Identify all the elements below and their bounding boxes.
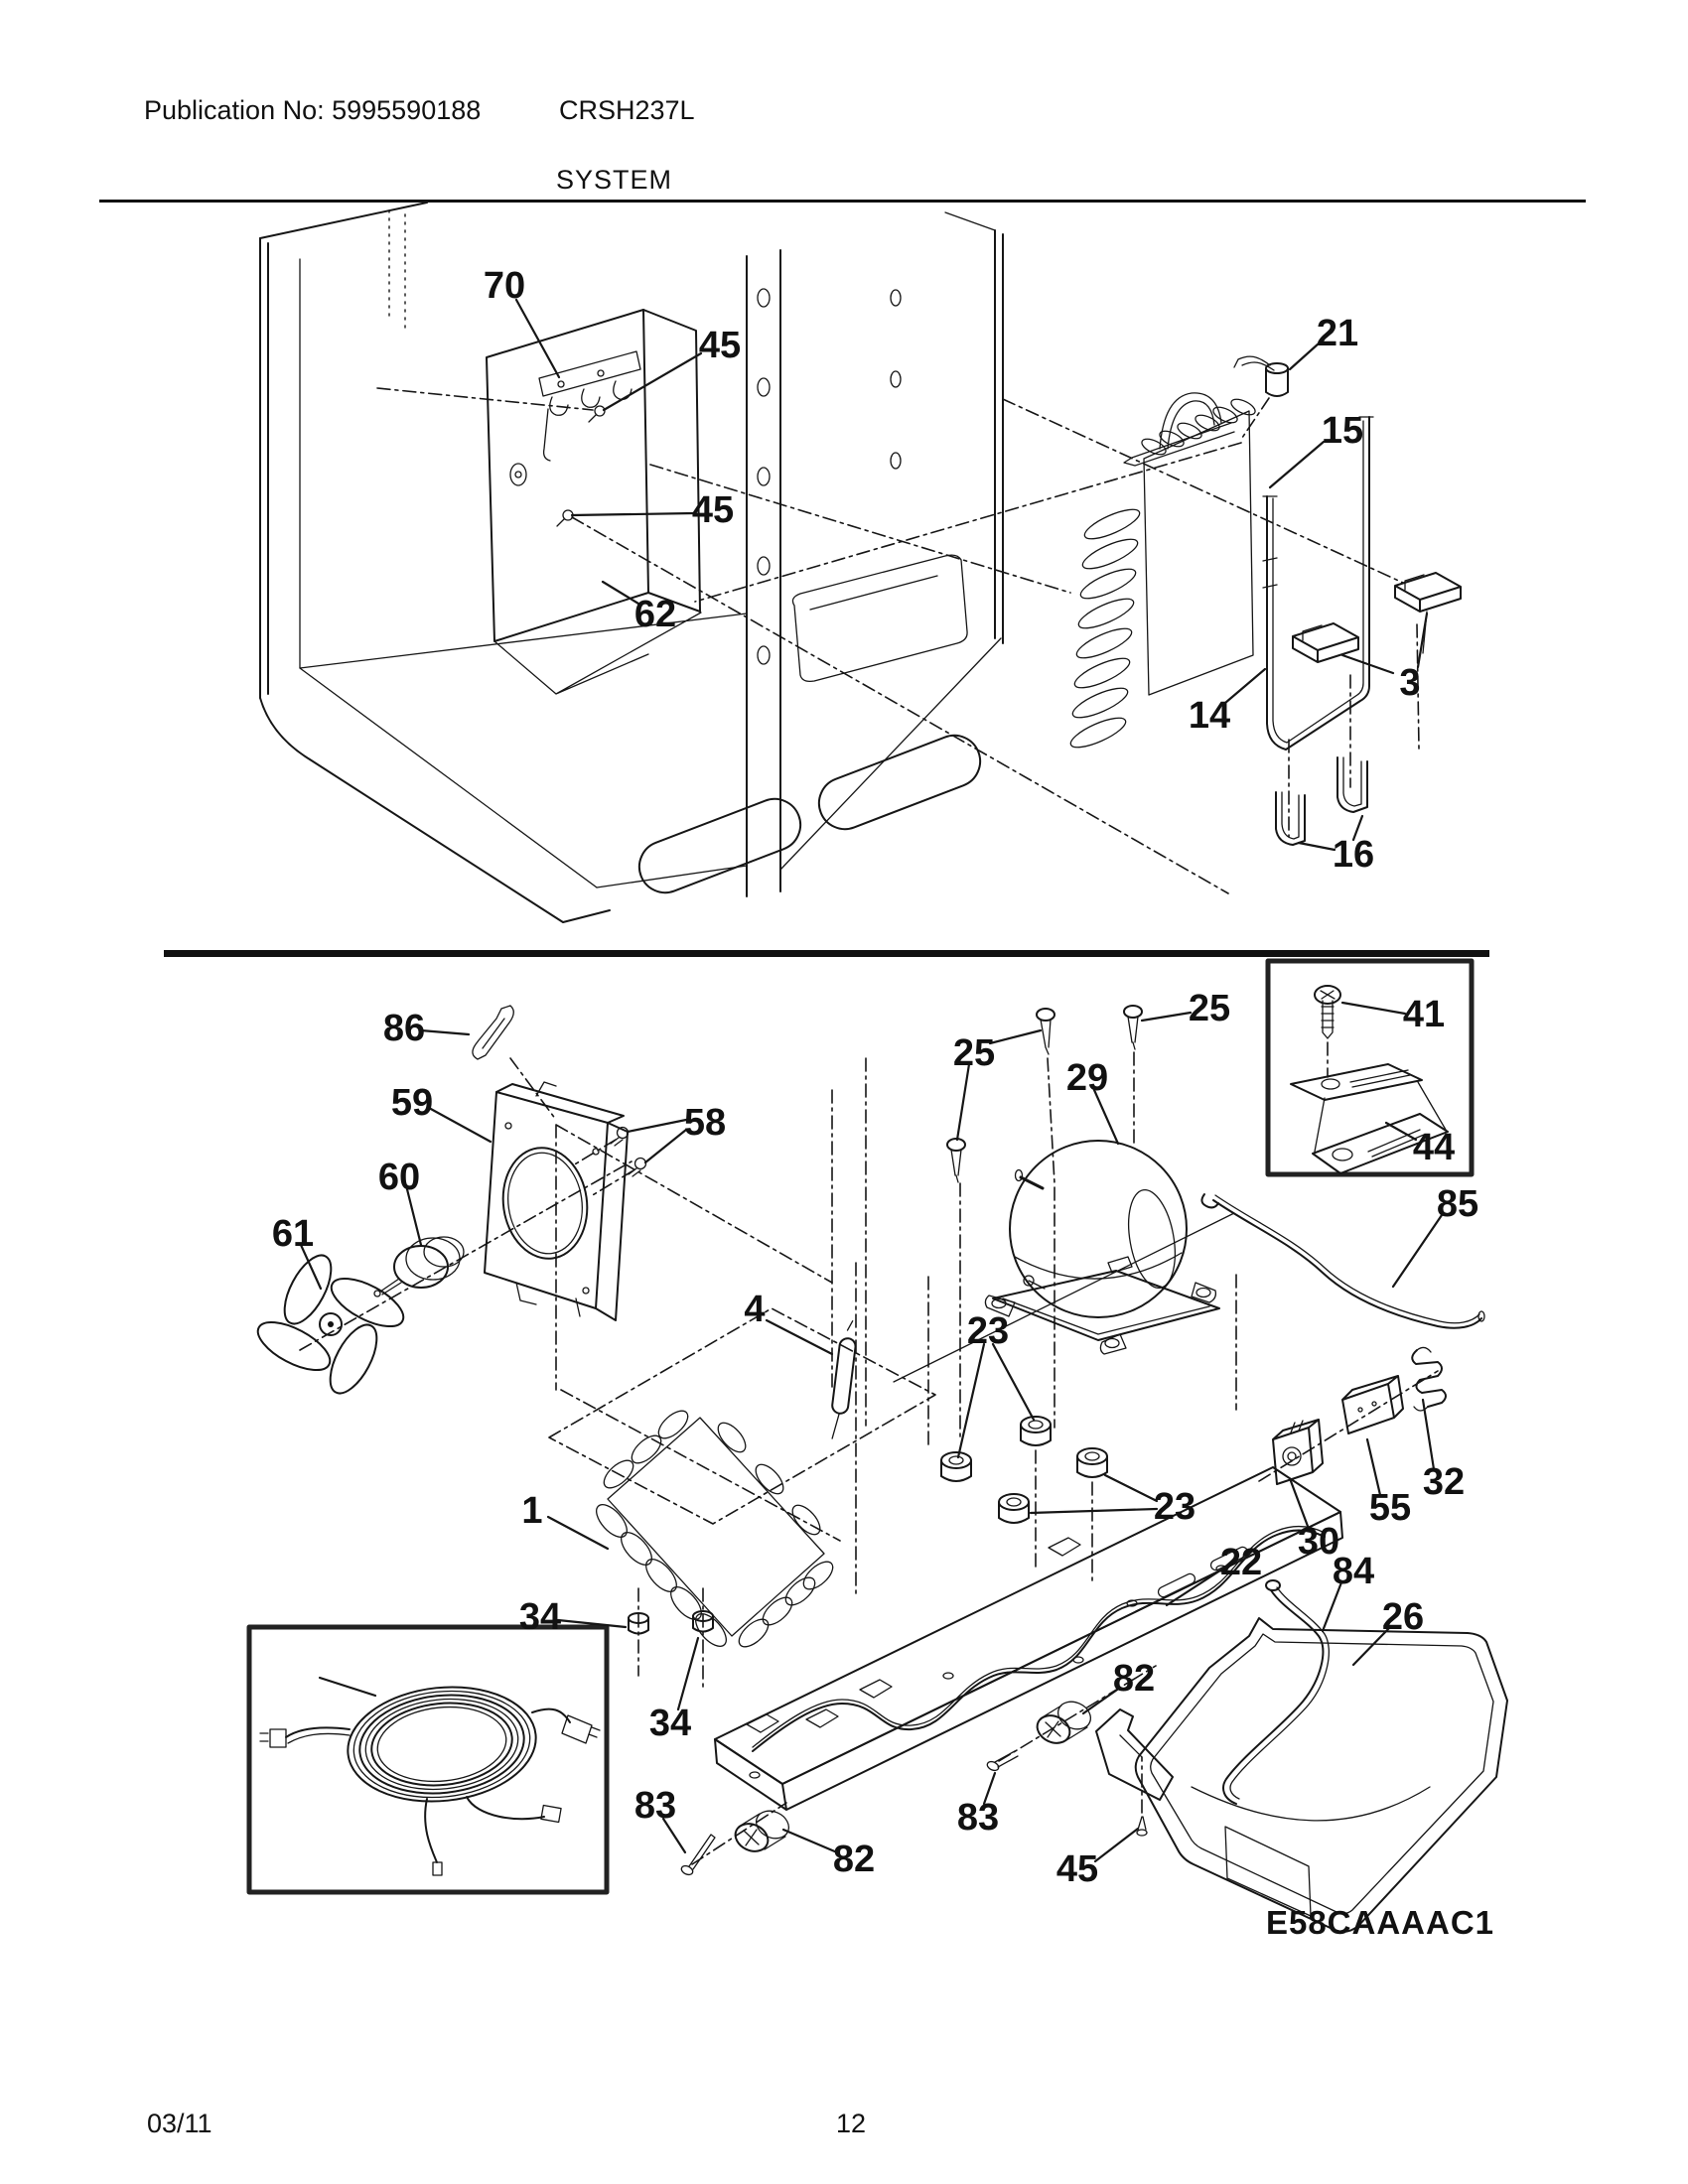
drawing-stroke — [1225, 1827, 1311, 1916]
drawing-stroke — [1105, 1339, 1119, 1348]
drawing-stroke — [1192, 1787, 1430, 1821]
drawing-stroke — [1276, 792, 1305, 845]
callout-45 — [572, 489, 734, 531]
drawing-stroke — [747, 1538, 1080, 1732]
callout-34 — [649, 1638, 698, 1744]
drawing-stroke — [598, 370, 604, 376]
drawing-stroke — [640, 1554, 682, 1596]
evaporator-cover-panel — [377, 310, 1403, 893]
drawing-stroke — [473, 1006, 513, 1059]
drawing-stroke — [582, 389, 600, 407]
drawing-stroke — [1211, 404, 1240, 426]
drawing-stroke — [1041, 1020, 1051, 1054]
leader-line — [1225, 669, 1265, 703]
drawing-stroke — [680, 1864, 694, 1876]
evaporator-brackets — [1293, 573, 1461, 787]
drawing-stroke — [1096, 1709, 1173, 1800]
drawing-stroke — [300, 614, 747, 668]
drawing-stroke — [1041, 1706, 1087, 1740]
part-number: 34 — [648, 1703, 692, 1744]
callout-14 — [1189, 669, 1265, 737]
leader-line — [516, 300, 559, 377]
leader-line — [957, 1064, 969, 1140]
drawing-stroke — [1395, 573, 1461, 612]
callout-21 — [1290, 313, 1358, 369]
part-number: 21 — [1316, 313, 1359, 354]
callout-25 — [1142, 988, 1230, 1029]
drawing-stroke — [1069, 683, 1131, 724]
drawing-stroke — [539, 351, 640, 396]
drawing-stroke — [758, 468, 770, 485]
drawing-stroke — [999, 1494, 1029, 1510]
drawing-stroke — [406, 1238, 460, 1280]
drawing-stroke — [1077, 1448, 1107, 1464]
leader-line — [628, 1120, 686, 1132]
drawing-stroke — [562, 1715, 592, 1743]
part-number: 44 — [1412, 1127, 1456, 1168]
drawing-stroke — [1322, 1007, 1334, 1027]
drawing-stroke — [1128, 1017, 1138, 1049]
callout-1 — [521, 1490, 608, 1549]
drawing-stroke — [1138, 1817, 1146, 1830]
leader-line — [1393, 1215, 1442, 1287]
callout-82 — [1083, 1658, 1155, 1713]
drawing-stroke — [374, 1291, 380, 1297]
leader-line — [421, 1030, 469, 1034]
drawing-stroke — [1124, 1006, 1142, 1018]
part-number: 45 — [698, 325, 742, 366]
drawing-stroke — [541, 1806, 561, 1823]
model-number: CRSH237L — [559, 95, 695, 125]
drawing-stroke — [735, 1614, 774, 1651]
part-number: 32 — [1422, 1461, 1466, 1503]
callout-layer — [272, 265, 1478, 1890]
leader-line — [1299, 843, 1335, 850]
drawing-stroke — [544, 409, 550, 461]
drawing-stroke — [549, 1308, 935, 1524]
drawing-stroke — [433, 1862, 442, 1875]
drawing-stroke — [995, 1751, 1018, 1767]
drawing-stroke — [556, 1125, 840, 1541]
part-number: 70 — [483, 265, 526, 307]
drawing-stroke — [260, 698, 610, 922]
part-number: 45 — [691, 489, 735, 531]
part-number: 22 — [1219, 1542, 1263, 1583]
drawing-stroke — [1259, 1371, 1438, 1481]
drawing-stroke — [1234, 356, 1274, 370]
drawing-stroke — [891, 371, 901, 387]
callout-60 — [378, 1157, 421, 1245]
part-number: 82 — [1112, 1658, 1156, 1700]
drawing-stroke — [515, 472, 521, 478]
part-number: 41 — [1402, 994, 1446, 1035]
figure-code: E58CAAAAC1 — [1265, 1904, 1495, 1941]
drawing-stroke — [1081, 504, 1143, 545]
callout-82 — [783, 1830, 875, 1880]
drawing-stroke — [300, 1161, 632, 1350]
drawing-stroke — [1077, 564, 1139, 605]
drawing-stroke — [750, 1772, 760, 1778]
part-number: 26 — [1381, 1596, 1425, 1638]
drawing-stroke — [799, 1557, 838, 1593]
drain-pan — [1096, 1580, 1507, 1932]
drawing-stroke — [1100, 1334, 1126, 1354]
drawing-stroke — [1273, 1420, 1323, 1484]
drawing-stroke — [288, 1733, 350, 1743]
drawing-stroke — [941, 1452, 971, 1481]
publication-number: Publication No: 5995590188 — [144, 95, 482, 125]
part-number: 61 — [271, 1213, 315, 1255]
part-number: 86 — [382, 1008, 426, 1049]
drawing-stroke — [597, 638, 1001, 887]
leader-line — [603, 582, 638, 604]
drawing-stroke — [1321, 991, 1335, 999]
drawing-stroke — [1010, 1141, 1187, 1317]
part-number: 23 — [1153, 1486, 1196, 1528]
callout-4 — [744, 1289, 832, 1354]
drawing-stroke — [949, 1456, 963, 1464]
rollers-and-screws — [680, 1666, 1156, 1876]
callout-59 — [391, 1082, 491, 1142]
drawing-stroke — [286, 1727, 350, 1737]
part-number: 58 — [683, 1102, 727, 1144]
drawing-stroke — [758, 646, 770, 664]
compressor — [894, 1006, 1234, 1382]
leader-line — [1342, 1003, 1405, 1014]
drawing-stroke — [1046, 1721, 1060, 1737]
part-number: 1 — [521, 1490, 543, 1532]
leader-line — [604, 353, 701, 410]
relay-overload-group — [1259, 1347, 1446, 1484]
drawing-stroke — [951, 1150, 961, 1182]
drawing-stroke — [1333, 1149, 1352, 1160]
condenser-fan-assembly — [251, 1006, 840, 1541]
drawing-stroke — [1079, 534, 1141, 575]
drawing-stroke — [583, 1288, 589, 1294]
footer-page-number: 12 — [836, 2109, 867, 2138]
drawing-stroke — [496, 1084, 624, 1123]
drawing-stroke — [1021, 1417, 1051, 1445]
leader-line — [429, 1108, 491, 1142]
callout-29 — [1066, 1057, 1118, 1144]
leader-line — [1095, 1829, 1138, 1861]
drawing-stroke — [1120, 1735, 1142, 1757]
drawing-stroke — [260, 238, 268, 698]
drawing-stroke — [1071, 653, 1133, 694]
part-number: 25 — [1188, 988, 1231, 1029]
drawing-stroke — [643, 310, 700, 612]
drawing-stroke — [1067, 713, 1129, 753]
callout-55 — [1367, 1439, 1411, 1529]
callout-34 — [519, 1596, 626, 1638]
drawing-stroke — [695, 443, 1241, 602]
callout-16 — [1299, 816, 1374, 876]
drawing-stroke — [591, 1499, 633, 1542]
part-number: 83 — [956, 1797, 1000, 1839]
drawing-stroke — [616, 1527, 657, 1570]
callout-23 — [958, 1310, 1034, 1457]
part-number: 4 — [744, 1289, 766, 1330]
leader-line — [1418, 614, 1427, 667]
drawing-stroke — [425, 1799, 437, 1862]
drawing-stroke — [1075, 594, 1137, 634]
drawing-stroke — [1230, 1587, 1329, 1799]
drawing-stroke — [635, 1159, 646, 1169]
part-number: 60 — [377, 1157, 421, 1198]
drawing-stroke — [758, 378, 770, 396]
drawing-stroke — [632, 791, 807, 899]
leader-line — [1423, 1400, 1434, 1469]
drawing-stroke — [1085, 1452, 1099, 1460]
part-number: 45 — [1055, 1848, 1099, 1890]
part-number: 25 — [952, 1032, 996, 1074]
section-divider — [164, 950, 1489, 957]
drawing-stroke — [1007, 1498, 1021, 1506]
drawing-stroke — [665, 1581, 707, 1624]
drawing-stroke — [558, 381, 564, 387]
drawing-stroke — [1137, 1830, 1147, 1836]
part-number: 82 — [832, 1839, 876, 1880]
leader-line — [783, 1830, 837, 1852]
part-number: 59 — [390, 1082, 434, 1124]
leader-line — [678, 1638, 698, 1709]
drawing-stroke — [496, 1143, 595, 1265]
drawing-stroke — [947, 1139, 965, 1151]
callout-25 — [953, 1030, 1041, 1140]
callout-58 — [628, 1102, 726, 1162]
drawing-stroke — [1021, 1425, 1051, 1445]
drawing-stroke — [1073, 1657, 1083, 1663]
drawing-stroke — [1029, 1421, 1043, 1429]
part-number: 85 — [1436, 1183, 1479, 1225]
drawing-stroke — [557, 519, 564, 526]
drawing-stroke — [986, 1760, 1000, 1772]
drawing-stroke — [894, 1213, 1234, 1382]
wiring-harness-inset — [249, 1627, 607, 1892]
drawing-stroke — [1073, 623, 1135, 664]
part-number: 30 — [1297, 1521, 1340, 1563]
drawing-stroke — [1077, 1456, 1107, 1477]
drawing-stroke — [1229, 396, 1258, 418]
drawing-stroke — [373, 1701, 509, 1787]
part-number: 55 — [1368, 1487, 1412, 1529]
callout-83 — [634, 1785, 685, 1852]
drawing-stroke — [1358, 1408, 1362, 1412]
leader-line — [1142, 1013, 1191, 1021]
drawing-stroke — [941, 1452, 971, 1468]
page-title: SYSTEM — [556, 165, 673, 195]
drawing-stroke — [891, 453, 901, 469]
part-number: 23 — [966, 1310, 1010, 1352]
thermostat — [1234, 356, 1288, 438]
drawing-stroke — [1242, 398, 1269, 438]
drawing-stroke — [995, 230, 1003, 643]
drawing-stroke — [325, 1269, 411, 1336]
drawing-stroke — [758, 557, 770, 575]
callout-23 — [1031, 1475, 1196, 1528]
drawing-stroke — [1077, 1448, 1107, 1477]
part-number: 34 — [518, 1596, 562, 1638]
drain-hooks — [1276, 740, 1367, 845]
drawing-stroke — [328, 1321, 334, 1327]
part-number: 16 — [1332, 834, 1375, 876]
drawing-stroke — [1021, 1177, 1043, 1188]
callout-32 — [1423, 1400, 1465, 1503]
callout-62 — [603, 582, 676, 635]
drawing-stroke — [260, 203, 427, 238]
drawing-stroke — [300, 259, 597, 887]
drawing-stroke — [505, 1123, 511, 1129]
callout-45 — [604, 325, 741, 410]
callout-15 — [1270, 410, 1363, 487]
leader-line — [767, 1320, 832, 1354]
drawing-stroke — [1282, 792, 1299, 839]
leader-line — [993, 1344, 1034, 1420]
drawing-stroke — [1288, 1452, 1296, 1460]
callout-45 — [1056, 1829, 1138, 1890]
callout-41 — [1342, 994, 1445, 1035]
leader-line — [1270, 442, 1324, 487]
drawing-stroke — [810, 576, 937, 610]
drawing-stroke — [945, 212, 995, 230]
drawing-stroke — [831, 1337, 856, 1414]
drawing-stroke — [349, 1683, 535, 1806]
drawing-stroke — [1016, 1170, 1023, 1181]
drawing-stroke — [249, 1627, 607, 1892]
leader-line — [958, 1344, 984, 1457]
drawing-stroke — [1322, 1079, 1339, 1089]
callout-70 — [484, 265, 559, 377]
leader-line — [1031, 1509, 1157, 1513]
drawing-stroke — [1372, 1402, 1376, 1406]
drawing-stroke — [758, 289, 770, 307]
leader-line — [572, 513, 694, 515]
part-number: 29 — [1065, 1057, 1109, 1099]
leader-line — [1290, 343, 1319, 369]
leader-line — [1105, 1475, 1157, 1501]
footer-date: 03/11 — [147, 2109, 212, 2138]
drawing-stroke — [638, 1588, 703, 1688]
callout-22 — [1167, 1542, 1262, 1605]
drawing-stroke — [532, 1709, 570, 1722]
part-number: 84 — [1332, 1551, 1375, 1592]
drawing-stroke — [1267, 417, 1369, 750]
drawing-stroke — [943, 1673, 953, 1679]
drawing-stroke — [999, 1494, 1029, 1523]
drawing-stroke — [595, 406, 605, 416]
callout-84 — [1323, 1551, 1374, 1631]
part-number: 14 — [1188, 695, 1231, 737]
drawing-stroke — [260, 1733, 268, 1741]
drawing-stroke — [320, 1678, 375, 1696]
drawing-stroke — [510, 464, 526, 485]
drawing-stroke — [1144, 411, 1253, 695]
drawing-stroke — [1223, 1590, 1323, 1804]
drawing-stroke — [389, 210, 405, 328]
drawing-stroke — [744, 1830, 759, 1845]
part-number: 62 — [633, 594, 677, 635]
part-number: 3 — [1399, 662, 1421, 704]
drawing-stroke — [1343, 757, 1361, 806]
drawing-stroke — [891, 290, 901, 306]
drawing-stroke — [1021, 1417, 1051, 1433]
drawing-stroke — [251, 1312, 338, 1380]
drawing-stroke — [270, 1729, 286, 1747]
drawing-stroke — [1196, 1289, 1210, 1297]
leader-line — [990, 1030, 1041, 1043]
callout-83 — [957, 1773, 999, 1839]
callout-85 — [1393, 1183, 1478, 1287]
drawing-stroke — [1478, 1311, 1484, 1321]
drawing-stroke — [792, 555, 967, 681]
drawing-stroke — [781, 1572, 820, 1609]
defrost-heater-loop — [1263, 417, 1373, 750]
drawing-stroke — [941, 1460, 971, 1481]
drawing-stroke — [1291, 1064, 1422, 1100]
callout-3 — [1342, 614, 1427, 704]
drawing-stroke — [589, 415, 596, 422]
drawing-stroke — [692, 1666, 1156, 1864]
part-number: 83 — [633, 1785, 677, 1827]
drawing-stroke — [1037, 1009, 1055, 1021]
leader-line — [548, 1517, 608, 1549]
drawing-stroke — [999, 1502, 1029, 1523]
leader-line — [1342, 655, 1393, 673]
drawing-stroke — [759, 1592, 797, 1629]
cabinet-outline — [260, 203, 1003, 922]
drawing-stroke — [1412, 1350, 1446, 1407]
drawing-stroke — [1337, 757, 1367, 812]
leader-line — [645, 1130, 686, 1162]
part-number: 15 — [1321, 410, 1364, 452]
drawing-stroke — [467, 1797, 544, 1819]
callout-86 — [383, 1008, 469, 1049]
